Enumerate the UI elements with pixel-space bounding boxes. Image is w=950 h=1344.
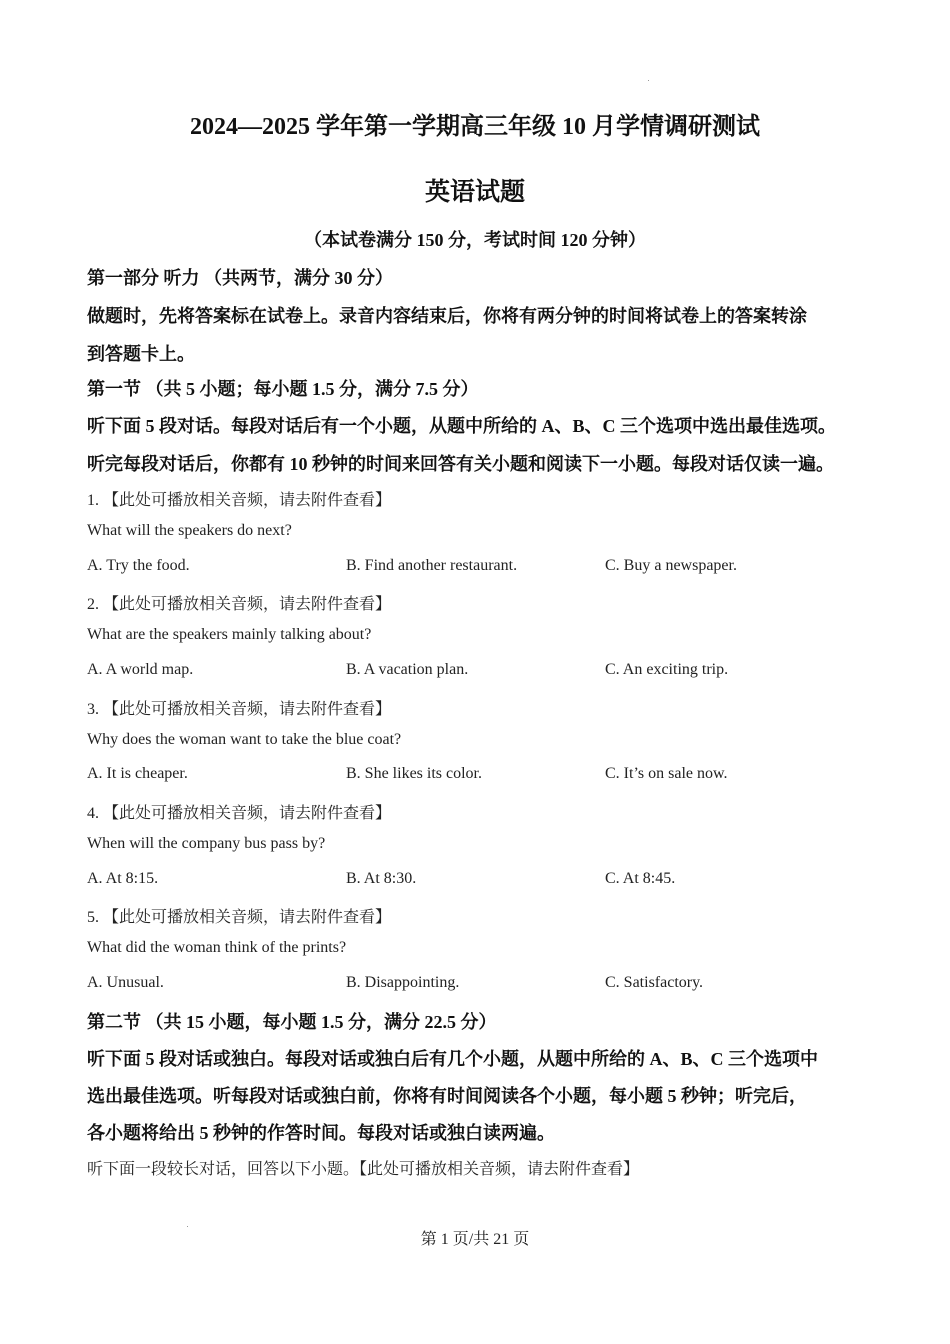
part1-instruction: 到答题卡上。 [87, 344, 195, 364]
option-b: B. Disappointing. [346, 974, 460, 991]
exam-info: （本试卷满分 150 分，考试时间 120 分钟） [304, 230, 646, 250]
section1-instruction: 听完每段对话后，你都有 10 秒钟的时间来回答有关小题和阅读下一小题。每段对话仅读一遍。 [87, 454, 834, 474]
audio-placeholder[interactable]: 听下面一段较长对话，回答以下小题。【此处可播放相关音频，请去附件查看】 [87, 1161, 640, 1178]
option-b: B. She likes its color. [346, 765, 482, 782]
option-b: B. Find another restaurant. [346, 557, 518, 574]
audio-placeholder[interactable]: 4. 【此处可播放相关音频，请去附件查看】 [87, 805, 392, 822]
audio-placeholder[interactable]: 3. 【此处可播放相关音频，请去附件查看】 [87, 701, 392, 718]
option-b: B. At 8:30. [346, 870, 417, 887]
question-text: What did the woman think of the prints? [87, 939, 347, 956]
option-b: B. A vacation plan. [346, 661, 469, 678]
part1-instruction: 做题时，先将答案标在试卷上。录音内容结束后，你将有两分钟的时间将试卷上的答案转涂 [87, 306, 807, 326]
section1-heading: 第一节 （共 5 小题；每小题 1.5 分，满分 7.5 分） [87, 379, 479, 399]
question-text: When will the company bus pass by? [87, 835, 326, 852]
section2-heading: 第二节 （共 15 小题，每小题 1.5 分，满分 22.5 分） [87, 1012, 497, 1032]
option-a: A. A world map. [87, 661, 194, 678]
page-number: 第 1 页/共 21 页 [420, 1231, 530, 1248]
option-c: C. Buy a newspaper. [605, 557, 737, 574]
part1-heading: 第一部分 听力 （共两节，满分 30 分） [87, 268, 393, 288]
question-text: What will the speakers do next? [87, 522, 292, 539]
audio-placeholder[interactable]: 1. 【此处可播放相关音频，请去附件查看】 [87, 492, 392, 509]
option-c: C. At 8:45. [605, 870, 676, 887]
question-text: Why does the woman want to take the blue coat? [87, 731, 402, 748]
question-text: What are the speakers mainly talking about? [87, 626, 372, 643]
option-a: A. It is cheaper. [87, 765, 188, 782]
scan-dot [648, 80, 649, 81]
option-c: C. It’s on sale now. [605, 765, 728, 782]
exam-subtitle: 英语试题 [424, 179, 525, 206]
option-c: C. Satisfactory. [605, 974, 704, 991]
option-a: A. At 8:15. [87, 870, 159, 887]
section2-instruction: 选出最佳选项。听每段对话或独白前，你将有时间阅读各个小题，每小题 5 秒钟；听完后， [87, 1086, 807, 1106]
section1-instruction: 听下面 5 段对话。每段对话后有一个小题，从题中所给的 A、B、C 三个选项中选出最佳选项。 [87, 416, 836, 436]
option-a: A. Unusual. [87, 974, 164, 991]
section2-instruction: 各小题将给出 5 秒钟的作答时间。每段对话或独白读两遍。 [87, 1123, 555, 1143]
option-c: C. An exciting trip. [605, 661, 729, 678]
exam-title: 2024—2025 学年第一学期高三年级 10 月学情调研测试 [190, 114, 760, 140]
option-a: A. Try the food. [87, 557, 190, 574]
audio-placeholder[interactable]: 2. 【此处可播放相关音频，请去附件查看】 [87, 596, 392, 613]
section2-instruction: 听下面 5 段对话或独白。每段对话或独白后有几个小题，从题中所给的 A、B、C 三个选项中 [87, 1049, 818, 1069]
audio-placeholder[interactable]: 5. 【此处可播放相关音频，请去附件查看】 [87, 909, 392, 926]
